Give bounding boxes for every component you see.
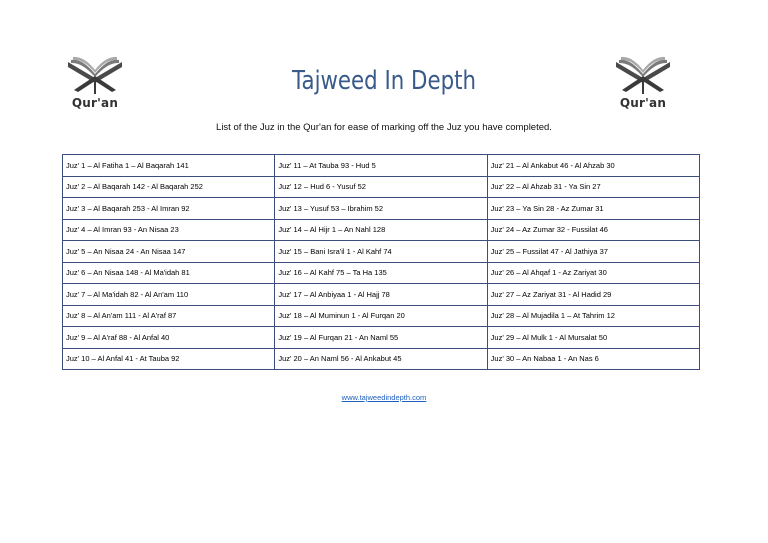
- juz-cell: Juz' 15 – Bani Isra'il 1 - Al Kahf 74: [275, 241, 487, 263]
- juz-cell: Juz' 7 – Al Ma'idah 82 - Al An'am 110: [63, 284, 275, 306]
- juz-cell: Juz' 17 – Al Anbiyaa 1 - Al Hajj 78: [275, 284, 487, 306]
- page-subtitle: List of the Juz in the Qur'an for ease of marking off the Juz you have completed.: [216, 122, 552, 133]
- juz-cell: Juz' 10 – Al Anfal 41 - At Tauba 92: [63, 348, 275, 370]
- juz-cell: Juz' 23 – Ya Sin 28 - Az Zumar 31: [487, 198, 699, 220]
- juz-cell: Juz' 22 – Al Ahzab 31 - Ya Sin 27: [487, 176, 699, 198]
- juz-cell: Juz' 1 – Al Fatiha 1 – Al Baqarah 141: [63, 155, 275, 177]
- table-row: [63, 155, 700, 177]
- juz-cell: Juz' 26 – Al Ahqaf 1 - Az Zariyat 30: [487, 262, 699, 284]
- juz-table: [62, 154, 700, 370]
- page-title: Tajweed In Depth: [292, 66, 476, 96]
- table-row: [63, 305, 700, 327]
- website-link[interactable]: www.tajweedindepth.com: [341, 393, 427, 402]
- juz-cell: Juz' 11 – At Tauba 93 - Hud 5: [275, 155, 487, 177]
- juz-cell: Juz' 2 – Al Baqarah 142 - Al Baqarah 252: [63, 176, 275, 198]
- juz-cell: Juz' 30 – An Nabaa 1 - An Nas 6: [487, 348, 699, 370]
- table-row: [63, 241, 700, 263]
- juz-cell: Juz' 29 – Al Mulk 1 - Al Mursalat 50: [487, 327, 699, 349]
- juz-cell: Juz' 16 – Al Kahf 75 – Ta Ha 135: [275, 262, 487, 284]
- juz-cell: Juz' 6 – An Nisaa 148 - Al Ma'idah 81: [63, 262, 275, 284]
- juz-cell: Juz' 13 – Yusuf 53 – Ibrahim 52: [275, 198, 487, 220]
- juz-cell: Juz' 20 – An Naml 56 - Al Ankabut 45: [275, 348, 487, 370]
- logo-text: Qur'an: [71, 96, 119, 110]
- table-row: [63, 348, 700, 370]
- logo-text: Qur'an: [619, 96, 667, 110]
- juz-cell: Juz' 4 – Al Imran 93 - An Nisaa 23: [63, 219, 275, 241]
- table-row: [63, 284, 700, 306]
- juz-cell: Juz' 12 – Hud 6 - Yusuf 52: [275, 176, 487, 198]
- juz-cell: Juz' 8 – Al An'am 111 - Al A'raf 87: [63, 305, 275, 327]
- juz-cell: Juz' 3 – Al Baqarah 253 - Al Imran 92: [63, 198, 275, 220]
- juz-cell: Juz' 19 – Al Furqan 21 - An Naml 55: [275, 327, 487, 349]
- juz-cell: Juz' 9 – Al A'raf 88 - Al Anfal 40: [63, 327, 275, 349]
- juz-cell: Juz' 18 – Al Muminun 1 - Al Furqan 20: [275, 305, 487, 327]
- juz-cell: Juz' 5 – An Nisaa 24 - An Nisaa 147: [63, 241, 275, 263]
- juz-cell: Juz' 14 – Al Hijr 1 – An Nahl 128: [275, 219, 487, 241]
- table-row: [63, 219, 700, 241]
- juz-cell: Juz' 21 – Al Ankabut 46 - Al Ahzab 30: [487, 155, 699, 177]
- juz-cell: Juz' 28 – Al Mujadila 1 – At Tahrim 12: [487, 305, 699, 327]
- table-row: [63, 176, 700, 198]
- table-row: [63, 198, 700, 220]
- juz-cell: Juz' 27 – Az Zariyat 31 - Al Hadid 29: [487, 284, 699, 306]
- juz-cell: Juz' 24 – Az Zumar 32 - Fussilat 46: [487, 219, 699, 241]
- table-row: [63, 327, 700, 349]
- juz-cell: Juz' 25 – Fussilat 47 - Al Jathiya 37: [487, 241, 699, 263]
- table-row: [63, 262, 700, 284]
